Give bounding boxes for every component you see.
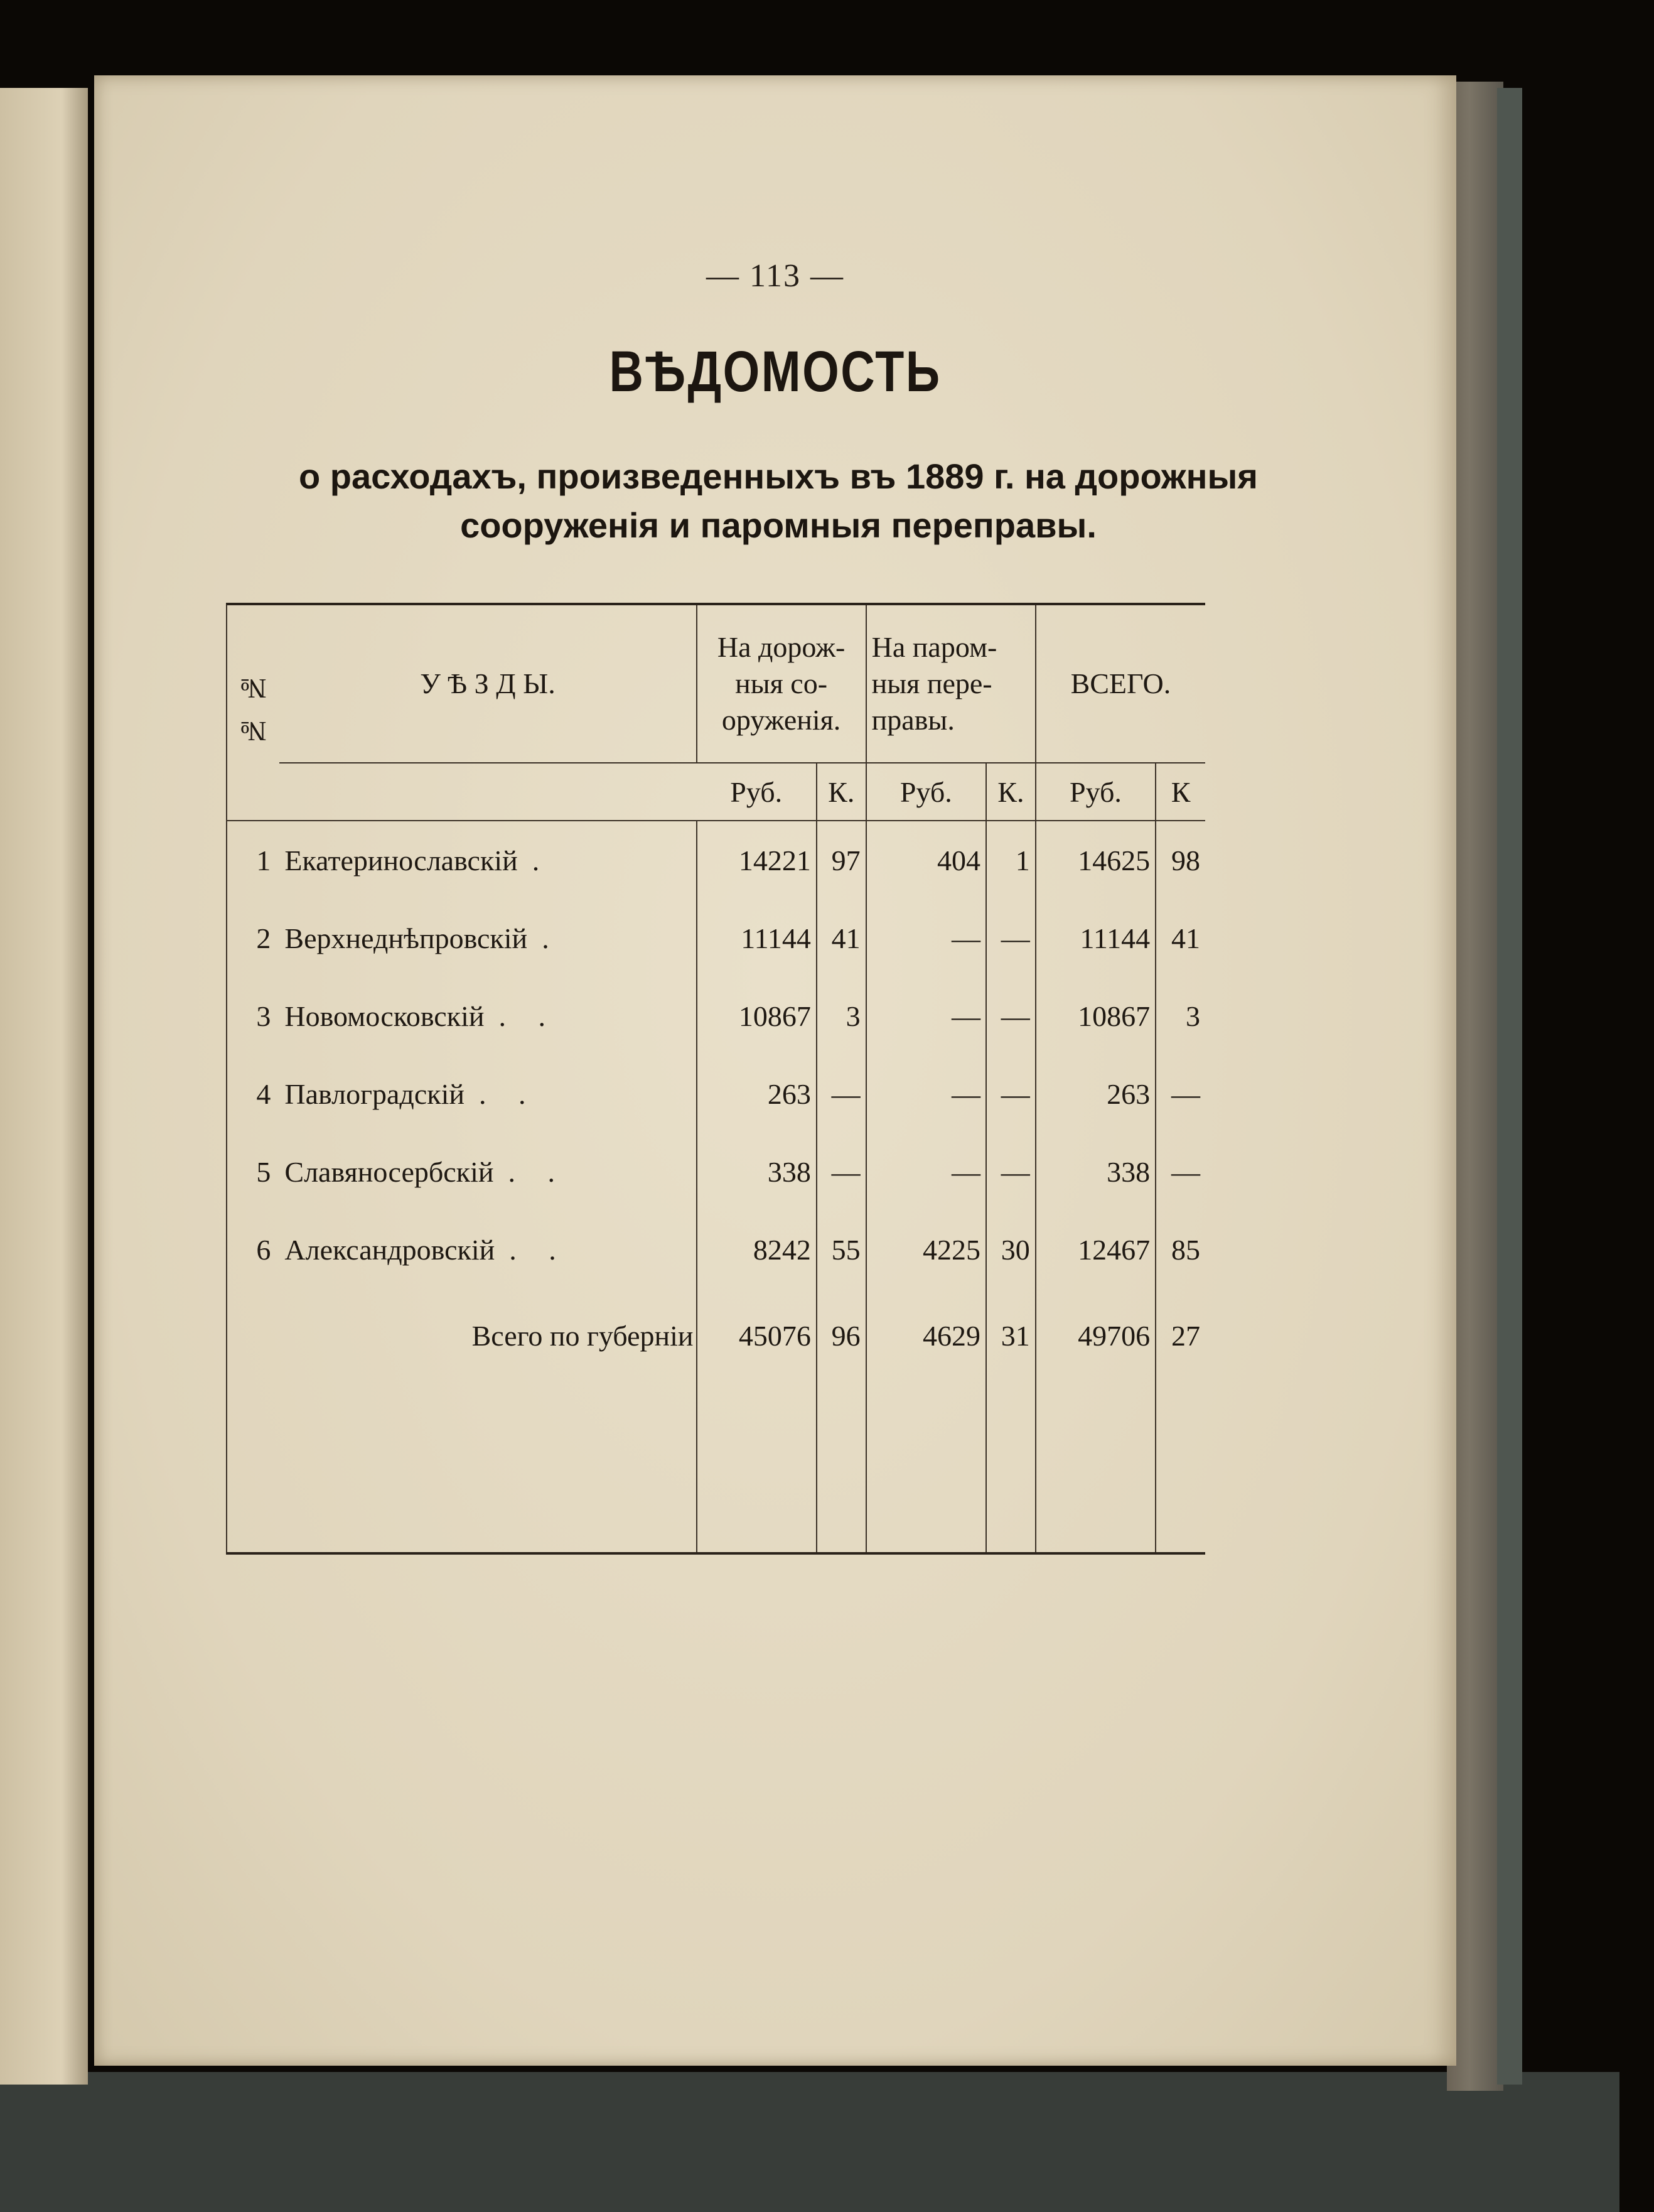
cell-road-rub: 338 — [697, 1133, 817, 1211]
total-road-rub: 45076 — [697, 1288, 817, 1383]
cell-total-rub: 263 — [1036, 1055, 1156, 1133]
subheader-total-kop: К — [1156, 763, 1205, 821]
expense-table — [226, 603, 1205, 1555]
cell-total-rub: 14625 — [1036, 821, 1156, 899]
district-name — [279, 899, 696, 977]
facing-page-edge — [0, 88, 88, 2085]
cell-road-rub: 8242 — [697, 1211, 817, 1288]
total-row — [227, 1288, 1205, 1383]
cell-ferry-rub: — — [866, 1133, 986, 1211]
district-name-text: Павлоградскій — [284, 1077, 465, 1110]
subtitle-line-2: сооруженія и паромныя переправы. — [460, 505, 1097, 545]
header-roads: На дорож- ныя со- оруженія. — [697, 604, 866, 763]
district-name-text: Екатеринославскій — [284, 844, 518, 877]
row-index: 5 — [227, 1133, 279, 1211]
leader-dots: . . — [508, 1155, 567, 1188]
spacer-cell — [986, 1383, 1036, 1553]
subheader-total-rub: Руб. — [1036, 763, 1156, 821]
district-name — [279, 1211, 696, 1288]
subtitle-line-1: о расходахъ, произведенныхъ въ 1889 г. на дорожныя — [299, 456, 1258, 496]
book-cover — [0, 2072, 1619, 2212]
cell-road-kop: 41 — [817, 899, 866, 977]
row-index: 1 — [227, 821, 279, 899]
header-no: № № — [237, 670, 269, 747]
page-title: ВѢДОМОСТЬ — [609, 340, 942, 404]
subheader-row — [227, 763, 1205, 821]
cell-ferry-rub: 404 — [866, 821, 986, 899]
total-ferry-kop: 31 — [986, 1288, 1036, 1383]
cell-total-rub: 12467 — [1036, 1211, 1156, 1288]
row-index: 4 — [227, 1055, 279, 1133]
cell-ferry-rub: — — [866, 899, 986, 977]
total-total-rub: 49706 — [1036, 1288, 1156, 1383]
cell-ferry-kop: — — [986, 1055, 1036, 1133]
total-total-kop: 27 — [1156, 1288, 1205, 1383]
table-row — [227, 821, 1205, 899]
cell-total-rub: 10867 — [1036, 977, 1156, 1055]
total-label: Всего по губерніи — [471, 1319, 694, 1352]
district-name — [279, 977, 696, 1055]
table-spacer-row — [227, 1383, 1205, 1553]
cell-total-kop: 41 — [1156, 899, 1205, 977]
table-row — [227, 1055, 1205, 1133]
page-subtitle — [232, 452, 1324, 550]
cell-total-kop: 3 — [1156, 977, 1205, 1055]
total-index-blank — [227, 1288, 279, 1383]
cell-total-rub: 11144 — [1036, 899, 1156, 977]
page-number: — 113 — — [706, 258, 845, 294]
spacer-cell — [697, 1383, 817, 1553]
table-row — [227, 977, 1205, 1055]
cell-ferry-kop: — — [986, 899, 1036, 977]
leader-dots: . . — [478, 1077, 539, 1110]
district-name — [279, 1133, 696, 1211]
cell-road-rub: 11144 — [697, 899, 817, 977]
spacer-cell — [227, 1383, 279, 1553]
cell-road-rub: 14221 — [697, 821, 817, 899]
leader-dots: . — [532, 844, 552, 877]
spacer-cell — [817, 1383, 866, 1553]
cell-total-kop: — — [1156, 1055, 1205, 1133]
header-row — [227, 604, 1205, 763]
district-name-text: Верхнеднѣпровскій — [284, 922, 528, 954]
cell-ferry-rub: 4225 — [866, 1211, 986, 1288]
cell-road-rub: 263 — [697, 1055, 817, 1133]
spacer-cell — [866, 1383, 986, 1553]
book-board — [1497, 88, 1522, 2085]
district-name — [279, 1055, 696, 1133]
leader-dots: . . — [509, 1233, 569, 1266]
row-index: 6 — [227, 1211, 279, 1288]
cell-road-kop: 3 — [817, 977, 866, 1055]
district-name-text: Новомосковскій — [284, 1000, 485, 1032]
header-ferries: На паром- ныя пере- правы. — [866, 604, 1036, 763]
subheader-road-kop: К. — [817, 763, 866, 821]
table-row — [227, 899, 1205, 977]
cell-ferry-kop: — — [986, 1133, 1036, 1211]
cell-ferry-kop: 1 — [986, 821, 1036, 899]
cell-total-rub: 338 — [1036, 1133, 1156, 1211]
cell-ferry-kop: 30 — [986, 1211, 1036, 1288]
cell-road-kop: — — [817, 1055, 866, 1133]
cell-road-kop: 97 — [817, 821, 866, 899]
cell-total-kop: 85 — [1156, 1211, 1205, 1288]
cell-ferry-kop: — — [986, 977, 1036, 1055]
book-page — [94, 75, 1456, 2066]
district-name-text: Славяносербскій — [284, 1155, 494, 1188]
cell-ferry-rub: — — [866, 977, 986, 1055]
cell-ferry-rub: — — [866, 1055, 986, 1133]
subheader-ferry-kop: К. — [986, 763, 1036, 821]
district-name — [279, 821, 696, 899]
row-index: 2 — [227, 899, 279, 977]
spacer-cell — [1156, 1383, 1205, 1553]
spacer-cell — [1036, 1383, 1156, 1553]
cell-road-kop: — — [817, 1133, 866, 1211]
header-no-cell — [227, 604, 279, 821]
cell-road-kop: 55 — [817, 1211, 866, 1288]
table-row — [227, 1133, 1205, 1211]
total-road-kop: 96 — [817, 1288, 866, 1383]
header-total: ВСЕГО. — [1036, 604, 1205, 763]
leader-dots: . — [542, 922, 562, 954]
cell-total-kop: 98 — [1156, 821, 1205, 899]
subheader-blank — [279, 763, 696, 821]
cell-road-rub: 10867 — [697, 977, 817, 1055]
header-district: У Ѣ З Д Ы. — [420, 667, 556, 699]
spacer-cell — [279, 1383, 696, 1553]
district-name-text: Александровскій — [284, 1233, 495, 1266]
total-ferry-rub: 4629 — [866, 1288, 986, 1383]
subheader-road-rub: Руб. — [730, 775, 783, 808]
subheader-ferry-rub: Руб. — [866, 763, 986, 821]
cell-total-kop: — — [1156, 1133, 1205, 1211]
table-row — [227, 1211, 1205, 1288]
row-index: 3 — [227, 977, 279, 1055]
leader-dots: . . — [498, 1000, 558, 1032]
